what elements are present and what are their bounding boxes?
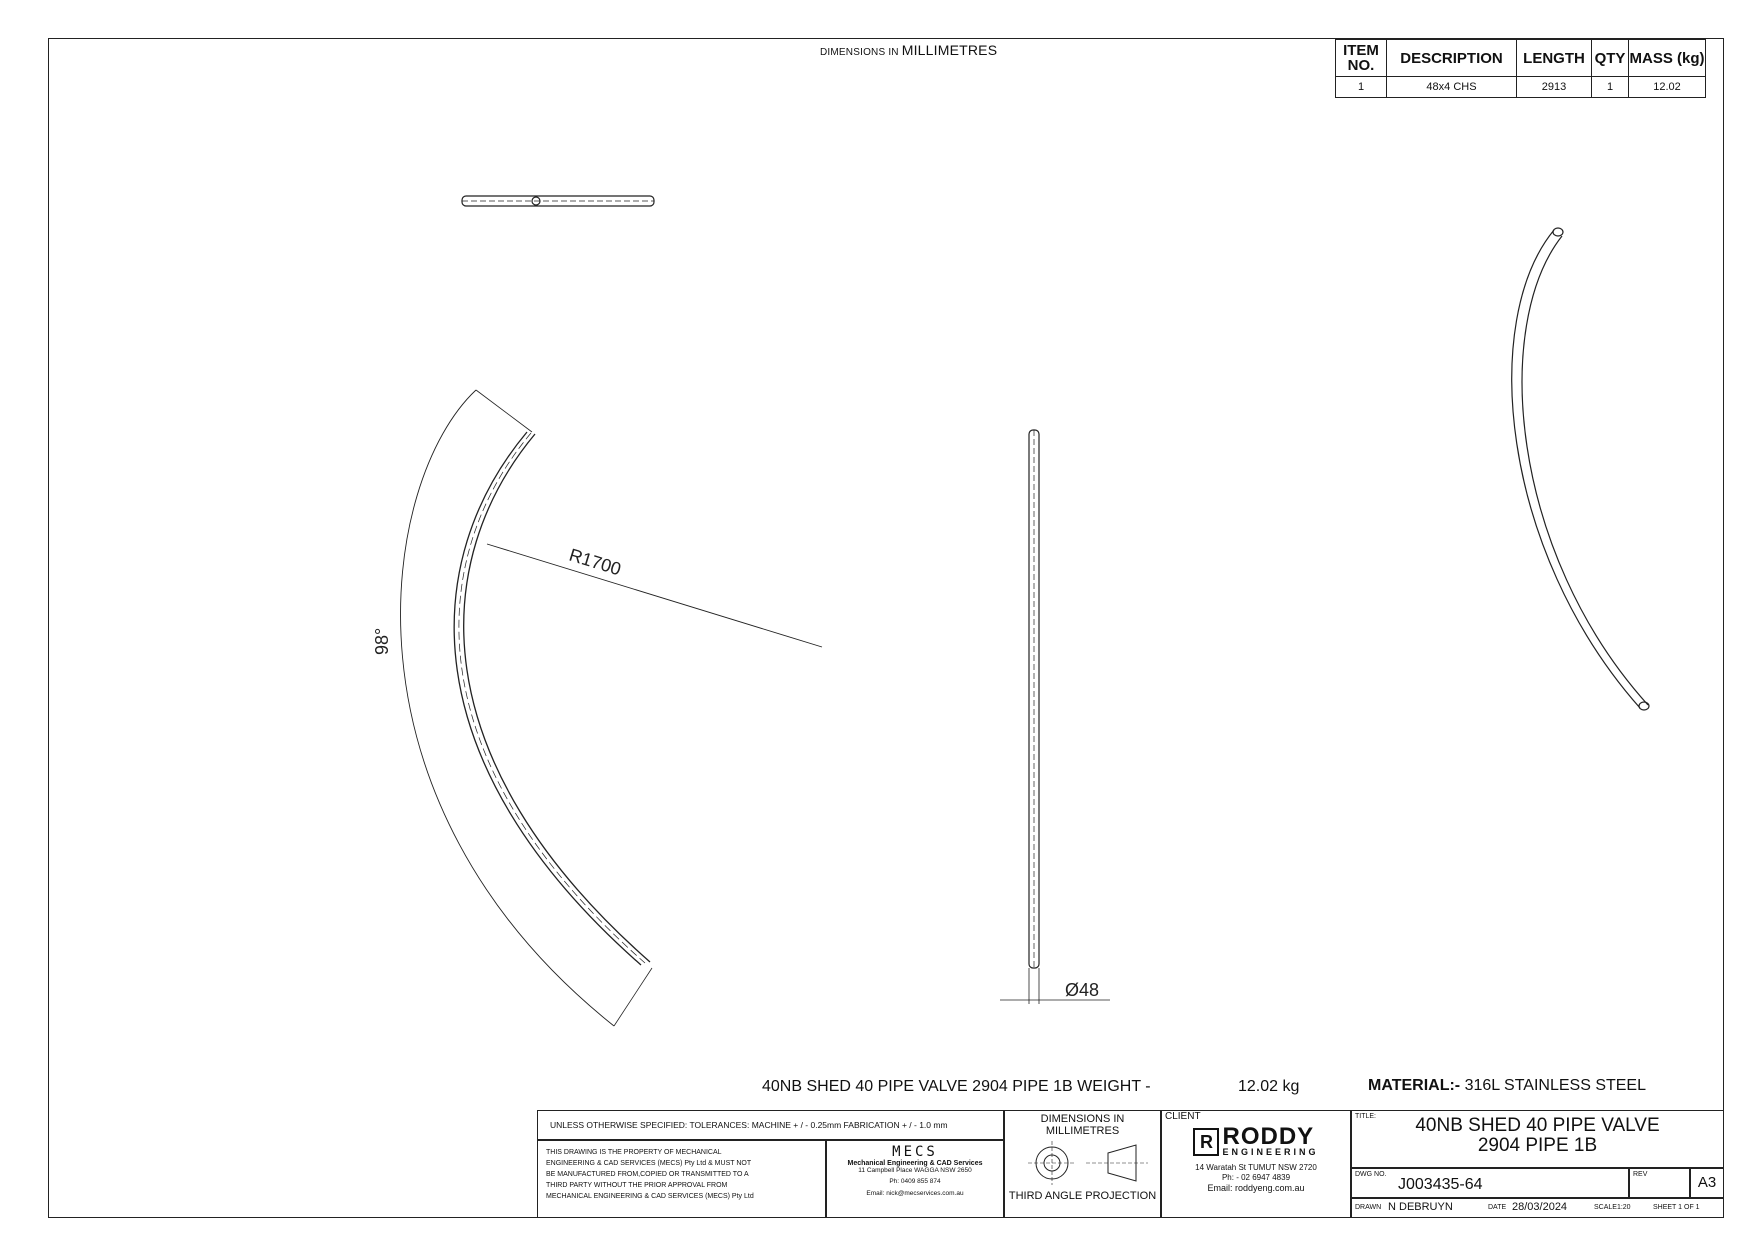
property-notice <box>537 1140 826 1218</box>
isometric-view-pipe <box>1512 228 1649 710</box>
roddy-logo-sub: ENGINEERING <box>1222 1147 1319 1157</box>
third-angle-projection-icon <box>1008 1141 1158 1187</box>
dwg-no-label: DWG NO. <box>1355 1171 1387 1178</box>
front-view-curved-pipe <box>401 390 822 1026</box>
projection-dims-2: MILLIMETRES <box>1045 1125 1120 1137</box>
dwg-no-field <box>1351 1168 1629 1198</box>
material-value: 316L STAINLESS STEEL <box>1464 1077 1646 1094</box>
drawing-title-line-2: 2904 PIPE 1B <box>1477 1135 1598 1156</box>
weight-line-label: 40NB SHED 40 PIPE VALVE 2904 PIPE 1B WEIGHT - <box>762 1078 1151 1095</box>
bom-cell-description: 48x4 CHS <box>1387 77 1517 98</box>
property-notice-line: BE MANUFACTURED FROM,COPIED OR TRANSMITTED TO A <box>546 1171 749 1178</box>
sheet-value: SHEET 1 OF 1 <box>1653 1204 1700 1211</box>
drawing-title-line-1: 40NB SHED 40 PIPE VALVE <box>1415 1115 1660 1136</box>
date-value: 28/03/2024 <box>1512 1201 1568 1213</box>
side-view-straight-pipe <box>1000 430 1110 1004</box>
client-address: 14 Waratah St TUMUT NSW 2720 <box>1195 1163 1317 1172</box>
client-label: CLIENT <box>1165 1111 1201 1122</box>
bom-cell-item: 1 <box>1336 77 1387 98</box>
client-email: Email: roddyeng.com.au <box>1207 1183 1305 1193</box>
bom-cell-qty: 1 <box>1592 77 1629 98</box>
property-notice-line: THIRD PARTY WITHOUT THE PRIOR APPROVAL FROM <box>546 1182 728 1189</box>
bom-header-description: DESCRIPTION <box>1387 40 1517 77</box>
mecs-address: 11 Campbell Place WAGGA NSW 2650 <box>858 1167 972 1174</box>
bom-header-mass: MASS (kg) <box>1629 40 1706 77</box>
property-notice-line: MECHANICAL ENGINEERING & CAD SERVICES (MECS) Pty Ltd <box>546 1193 754 1200</box>
radius-dimension: R1700 <box>566 544 624 580</box>
roddy-logo <box>1162 1123 1350 1157</box>
drawn-row <box>1351 1198 1724 1218</box>
dimensions-small-label: DIMENSIONS IN <box>820 47 899 58</box>
client-block <box>1161 1110 1351 1218</box>
property-notice-line: ENGINEERING & CAD SERVICES (MECS) Pty Ltd & MUST NOT <box>546 1160 752 1167</box>
mecs-email: Email: nick@mecservices.com.au <box>866 1190 964 1197</box>
diameter-dimension: Ø48 <box>1065 980 1100 1000</box>
bom-cell-mass: 12.02 <box>1629 77 1706 98</box>
projection-dims-1: DIMENSIONS IN <box>1040 1113 1125 1125</box>
property-notice-line: THIS DRAWING IS THE PROPERTY OF MECHANICAL <box>546 1149 722 1156</box>
sheet-size: A3 <box>1690 1168 1724 1198</box>
angle-dimension: 98° <box>372 627 392 655</box>
mecs-name: Mechanical Engineering & CAD Services <box>847 1160 983 1167</box>
drawn-by-value: N DEBRUYN <box>1388 1201 1453 1213</box>
scale-value: SCALE1:20 <box>1594 1204 1631 1211</box>
title-field <box>1351 1110 1724 1168</box>
roddy-logo-mark: R <box>1193 1128 1219 1156</box>
title-label: TITLE: <box>1355 1113 1377 1120</box>
projection-label: THIRD ANGLE PROJECTION <box>1008 1190 1157 1202</box>
rev-field <box>1629 1168 1690 1198</box>
projection-block <box>1004 1110 1161 1218</box>
bom-header-length: LENGTH <box>1517 40 1592 77</box>
client-phone: Ph: - 02 6947 4839 <box>1221 1173 1291 1182</box>
drawn-label: DRAWN <box>1355 1204 1382 1211</box>
rev-label: REV <box>1633 1171 1648 1178</box>
material-label: MATERIAL:- <box>1368 1077 1461 1094</box>
bom-header-qty: QTY <box>1592 40 1629 77</box>
mecs-phone: Ph: 0409 855 874 <box>889 1178 941 1185</box>
bom-cell-length: 2913 <box>1517 77 1592 98</box>
bom-header-item: ITEM NO. <box>1336 40 1387 77</box>
dimensions-big-label: MILLIMETRES <box>901 42 998 58</box>
mecs-block <box>826 1140 1004 1218</box>
tolerances-note: UNLESS OTHERWISE SPECIFIED: TOLERANCES: MACHINE + / - 0.25mm FABRICATION + / - 1.0 mm <box>537 1110 1004 1140</box>
dwg-no-value: J003435-64 <box>1398 1176 1483 1193</box>
roddy-logo-main: RODDY <box>1222 1123 1315 1150</box>
mecs-logo: MECS <box>892 1144 938 1160</box>
date-label: DATE <box>1488 1204 1507 1211</box>
top-view-pipe <box>462 196 654 206</box>
weight-value: 12.02 kg <box>1238 1078 1300 1095</box>
material-note <box>1368 1077 1646 1095</box>
